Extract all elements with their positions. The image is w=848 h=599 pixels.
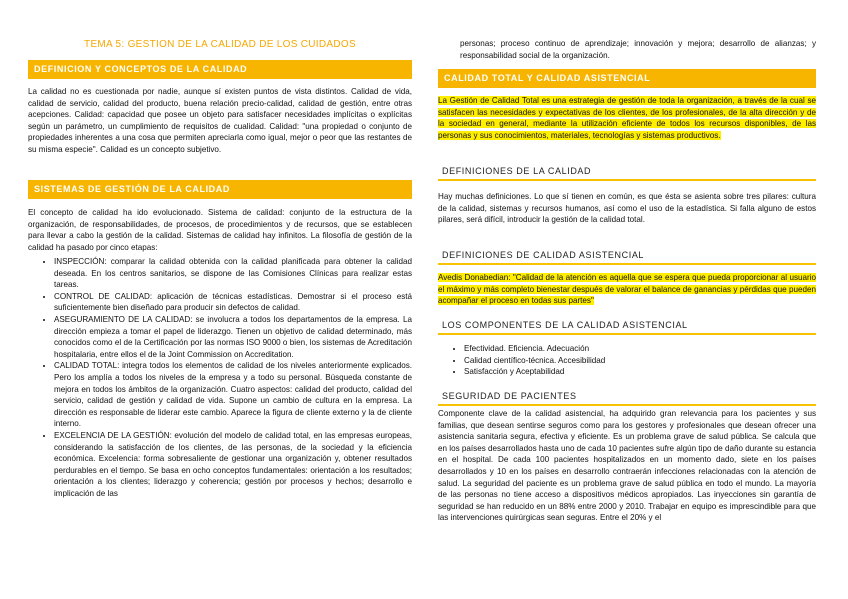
- paragraph-definicion: La calidad no es cuestionada por nadie, aunque sí existen puntos de vista distintos. Calidad de vida, calidad de servicio, calidad del producto, buena relación precio-calidad, calidad de gestión, entre otras acepciones. Calidad: capacidad que posee un objeto para satisfacer necesidades implícitas o explícitas según un parámetro, un cumplimiento de requisitos de cualidad. Calidad: "una propiedad o conjunto de propiedades inherentes a una cosa que permiten apreciarla como igual, mejor o peor que las restantes de su misma especie". Calidad es un concepto subjetivo.: [28, 87, 412, 154]
- section-header-componentes: LOS COMPONENTES DE LA CALIDAD ASISTENCIAL: [438, 316, 816, 335]
- list-item: • CALIDAD TOTAL: integra todos los elementos de calidad de los niveles anteriormente explicados. Pero los amplía a todos los niveles de la empresa y a todo su personal. Búsqueda constante de mejora en todos los ámbitos de la organización. Cuatro aspectos: calidad del producto, calidad del servicio, calidad de gestión y calidad de vida. Supone un cambio de cultura en la empresa. La dirección es responsable de liderar este cambio. Aparece la figura de cliente externo y la de cliente interno.: [54, 360, 412, 430]
- highlighted-text: La Gestión de Calidad Total es una estrategia de gestión de toda la organización, a través de la cual se satisfacen las necesidades y expectativas de los clientes, de los profesionales, de la alta dirección y de la sociedad en general, mediante la utilización eficiente de todos los recursos disponibles, de las personas y sus conocimientos, materiales, tecnologías y sistemas productivos.: [438, 96, 816, 140]
- componentes-list: [438, 343, 816, 378]
- highlighted-text: Avedis Donabedian: "Calidad de la atención es aquella que se espera que pueda proporcionar al usuario el máximo y más completo bienestar después de valorar el balance de ganancias y pérdidas que pueden acompañar el proceso en todas sus partes": [438, 273, 816, 306]
- list-item: • Satisfacción y Aceptabilidad: [464, 366, 816, 378]
- list-item: • ASEGURAMIENTO DE LA CALIDAD: se involucra a todos los departamentos de la empresa. La dirección empieza a tomar el papel de liderazgo. Tienen un objetivo de calidad determinado, más conocidos como el de la Certificación por las normas ISO 9000 o bien, los sistemas de Acreditación hospitalaria, entre ellos el de la Joint Commission on Accreditation.: [54, 314, 412, 360]
- section-header-seguridad: SEGURIDAD DE PACIENTES: [438, 387, 816, 406]
- etapas-list: [28, 256, 412, 499]
- paragraph-asistencial: [438, 272, 816, 307]
- paragraph-definiciones: Hay muchas definiciones. Lo que sí tienen en común, es que ésta se asienta sobre tres pilares: cultura de la calidad, sistemas y recursos humanos, así como el uso de la estadística. Si falla alguno de estos pilares, será difícil, introducir la gestión de la calidad total.: [438, 192, 816, 225]
- list-item: • CONTROL DE CALIDAD: aplicación de técnicas estadísticas. Demostrar si el proceso está suficientemente bien diseñado para producir sin defectos de calidad.: [54, 291, 412, 314]
- list-item: • EXCELENCIA DE LA GESTIÓN: evolución del modelo de calidad total, en las empresas europeas, considerando la satisfacción de los clientes, de las personas, de la sociedad y la eficiencia económica. Excelencia: forma sobresaliente de gestionar una organización y, obtener resultados perdurables en el tiempo. Se basa en ocho conceptos fundamentales: orientación a los resultados; orientación a los clientes; liderazgo y coherencia; gestión por procesos y hechos; desarrollo e implicación de las: [54, 430, 412, 500]
- page-title: TEMA 5: GESTION DE LA CALIDAD DE LOS CUIDADOS: [84, 39, 356, 50]
- section-header-definiciones: DEFINICIONES DE LA CALIDAD: [438, 162, 816, 181]
- section-header-calidad-total: CALIDAD TOTAL Y CALIDAD ASISTENCIAL: [438, 69, 816, 88]
- section-header-definicion: DEFINICION Y CONCEPTOS DE LA CALIDAD: [28, 60, 412, 79]
- paragraph-continuation: personas; proceso continuo de aprendizaje; innovación y mejora; desarrollo de alianzas; y responsabilidad social de la organización.: [460, 39, 816, 60]
- list-item: • Efectividad. Eficiencia. Adecuación: [464, 343, 816, 355]
- paragraph-calidad-total: [438, 95, 816, 141]
- section-header-sistemas: SISTEMAS DE GESTIÓN DE LA CALIDAD: [28, 180, 412, 199]
- section-header-asistencial: DEFINICIONES DE CALIDAD ASISTENCIAL: [438, 246, 816, 265]
- paragraph-seguridad: Componente clave de la calidad asistencial, ha adquirido gran relevancia para los pacientes y sus familias, que desean sentirse seguros como para los gestores y profesionales que desean ofrecer una asistencia sanitaria segura, efectiva y eficiente. Es un problema grave de salud pública. Se calcula que en los países desarrollados hasta uno de cada 10 pacientes sufre algún tipo de daño durante su estancia en el hospital. De cada 100 pacientes hospitalizados en un momento dado, siete en los países desarrollados y 10 en los países en desarrollo contraerán infecciones relacionadas con la atención de salud. La seguridad del paciente es un problema grave de salud pública en todo el mundo. La mayoría de las personas no tiene acceso a dispositivos médicos apropiados. Las inyecciones sin garantía de seguridad se han reducido en un 88% entre 2000 y 2010. Trabajar en equipo es imprescindible para que las intervenciones quirúrgicas sean seguras. Entre el 20% y el: [438, 409, 816, 523]
- paragraph-sistemas: El concepto de calidad ha ido evolucionado. Sistema de calidad: conjunto de la estructura de la organización, de responsabilidades, de procesos, de procedimientos y de recursos, que se establecen para llevar a cabo la gestión de la calidad. Sistemas de calidad hay infinitos. La filosofía de gestión de la calidad ha pasado por cinco etapas:: [28, 208, 412, 252]
- list-item: • Calidad científico-técnica. Accesibilidad: [464, 355, 816, 367]
- list-item: • INSPECCIÓN: comparar la calidad obtenida con la calidad planificada para obtener la calidad deseada. En los centros sanitarios, se dispone de las Comisiones Clínicas para realizar estas tareas.: [54, 256, 412, 291]
